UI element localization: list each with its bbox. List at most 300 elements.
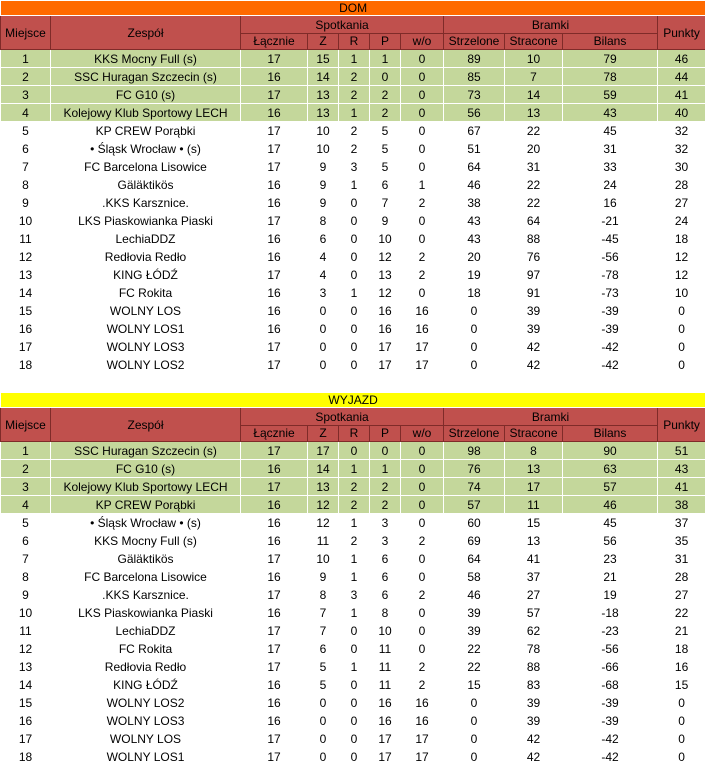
- cell-strzelone: 85: [444, 68, 505, 86]
- cell-zespol: KING ŁÓDŹ: [51, 266, 241, 284]
- cell-z: 11: [308, 532, 339, 550]
- cell-z: 0: [308, 730, 339, 748]
- cell-strzelone: 22: [444, 658, 505, 676]
- cell-lacznie: 16: [241, 248, 308, 266]
- cell-bilans: 63: [563, 460, 658, 478]
- cell-bilans: -45: [563, 230, 658, 248]
- subheader-cell: R: [339, 426, 370, 442]
- cell-bilans: -21: [563, 212, 658, 230]
- cell-bilans: 79: [563, 50, 658, 68]
- cell-miejsce: 14: [1, 284, 51, 302]
- cell-p: 8: [370, 604, 401, 622]
- cell-r: 1: [339, 104, 370, 122]
- cell-punkty: 0: [658, 748, 705, 766]
- table-title-row: [1, 1, 705, 16]
- cell-p: 5: [370, 140, 401, 158]
- table-row: [1, 68, 705, 86]
- cell-lacznie: 17: [241, 158, 308, 176]
- cell-stracone: 10: [505, 50, 563, 68]
- subheader-cell: Stracone: [505, 426, 563, 442]
- cell-lacznie: 16: [241, 284, 308, 302]
- table-row: [1, 658, 705, 676]
- cell-wo: 2: [401, 266, 444, 284]
- cell-punkty: 0: [658, 694, 705, 712]
- cell-bilans: 24: [563, 176, 658, 194]
- cell-strzelone: 0: [444, 712, 505, 730]
- cell-r: 0: [339, 356, 370, 374]
- cell-p: 0: [370, 442, 401, 460]
- table-title-row: [1, 393, 705, 408]
- cell-z: 8: [308, 586, 339, 604]
- cell-stracone: 39: [505, 712, 563, 730]
- table-row: [1, 622, 705, 640]
- cell-bilans: 43: [563, 104, 658, 122]
- cell-stracone: 39: [505, 320, 563, 338]
- subheader-cell: w/o: [401, 426, 444, 442]
- cell-lacznie: 17: [241, 730, 308, 748]
- cell-strzelone: 89: [444, 50, 505, 68]
- cell-wo: 16: [401, 694, 444, 712]
- cell-wo: 0: [401, 158, 444, 176]
- cell-punkty: 0: [658, 730, 705, 748]
- cell-bilans: -66: [563, 658, 658, 676]
- cell-zespol: LechiaDDZ: [51, 230, 241, 248]
- cell-miejsce: 1: [1, 50, 51, 68]
- cell-wo: 16: [401, 712, 444, 730]
- subheader-cell: Łącznie: [241, 34, 308, 50]
- table-row: [1, 338, 705, 356]
- cell-lacznie: 17: [241, 266, 308, 284]
- cell-strzelone: 39: [444, 604, 505, 622]
- cell-lacznie: 16: [241, 302, 308, 320]
- cell-p: 17: [370, 730, 401, 748]
- cell-lacznie: 17: [241, 586, 308, 604]
- cell-bilans: -42: [563, 356, 658, 374]
- cell-stracone: 91: [505, 284, 563, 302]
- cell-z: 3: [308, 284, 339, 302]
- cell-wo: 17: [401, 748, 444, 766]
- cell-strzelone: 0: [444, 320, 505, 338]
- cell-punkty: 32: [658, 122, 705, 140]
- cell-strzelone: 56: [444, 104, 505, 122]
- cell-z: 7: [308, 622, 339, 640]
- cell-stracone: 76: [505, 248, 563, 266]
- cell-zespol: WOLNY LOS3: [51, 712, 241, 730]
- cell-p: 16: [370, 694, 401, 712]
- cell-p: 6: [370, 550, 401, 568]
- cell-lacznie: 17: [241, 748, 308, 766]
- cell-stracone: 57: [505, 604, 563, 622]
- cell-wo: 16: [401, 302, 444, 320]
- cell-zespol: LKS Piaskowianka Piaski: [51, 212, 241, 230]
- cell-r: 1: [339, 50, 370, 68]
- cell-stracone: 14: [505, 86, 563, 104]
- cell-wo: 0: [401, 212, 444, 230]
- cell-r: 2: [339, 496, 370, 514]
- cell-wo: 2: [401, 194, 444, 212]
- cell-zespol: SSC Huragan Szczecin (s): [51, 68, 241, 86]
- cell-strzelone: 69: [444, 532, 505, 550]
- cell-z: 0: [308, 320, 339, 338]
- header-punkty: Punkty: [658, 16, 705, 50]
- cell-wo: 0: [401, 460, 444, 478]
- cell-z: 10: [308, 122, 339, 140]
- cell-z: 10: [308, 550, 339, 568]
- cell-z: 7: [308, 604, 339, 622]
- cell-wo: 0: [401, 622, 444, 640]
- table-row: [1, 748, 705, 766]
- cell-r: 1: [339, 460, 370, 478]
- cell-r: 0: [339, 266, 370, 284]
- cell-punkty: 18: [658, 230, 705, 248]
- cell-wo: 0: [401, 604, 444, 622]
- cell-miejsce: 2: [1, 68, 51, 86]
- cell-stracone: 27: [505, 586, 563, 604]
- header-bramki: Bramki: [444, 16, 658, 34]
- cell-punkty: 0: [658, 356, 705, 374]
- table-row: [1, 586, 705, 604]
- cell-punkty: 43: [658, 460, 705, 478]
- cell-stracone: 41: [505, 550, 563, 568]
- cell-zespol: .KKS Karsznice.: [51, 194, 241, 212]
- cell-stracone: 37: [505, 568, 563, 586]
- cell-miejsce: 18: [1, 356, 51, 374]
- cell-wo: 2: [401, 658, 444, 676]
- cell-p: 0: [370, 68, 401, 86]
- cell-p: 17: [370, 356, 401, 374]
- cell-stracone: 42: [505, 338, 563, 356]
- subheader-cell: Łącznie: [241, 426, 308, 442]
- cell-miejsce: 12: [1, 640, 51, 658]
- cell-miejsce: 11: [1, 230, 51, 248]
- cell-bilans: -78: [563, 266, 658, 284]
- cell-z: 9: [308, 176, 339, 194]
- cell-zespol: • Śląsk Wrocław • (s): [51, 140, 241, 158]
- cell-punkty: 18: [658, 640, 705, 658]
- cell-z: 9: [308, 194, 339, 212]
- subheader-cell: Stracone: [505, 34, 563, 50]
- cell-strzelone: 0: [444, 302, 505, 320]
- cell-zespol: Kolejowy Klub Sportowy LECH: [51, 478, 241, 496]
- cell-bilans: 57: [563, 478, 658, 496]
- table-row: [1, 460, 705, 478]
- cell-lacznie: 16: [241, 514, 308, 532]
- cell-punkty: 0: [658, 302, 705, 320]
- cell-strzelone: 60: [444, 514, 505, 532]
- cell-wo: 1: [401, 176, 444, 194]
- cell-bilans: -68: [563, 676, 658, 694]
- cell-strzelone: 64: [444, 550, 505, 568]
- cell-stracone: 22: [505, 122, 563, 140]
- wyjazd-table: [0, 392, 705, 766]
- cell-stracone: 78: [505, 640, 563, 658]
- cell-stracone: 83: [505, 676, 563, 694]
- subheader-cell: Z: [308, 426, 339, 442]
- cell-wo: 0: [401, 640, 444, 658]
- cell-z: 0: [308, 694, 339, 712]
- cell-strzelone: 18: [444, 284, 505, 302]
- cell-punkty: 44: [658, 68, 705, 86]
- cell-z: 14: [308, 460, 339, 478]
- cell-bilans: -23: [563, 622, 658, 640]
- cell-punkty: 37: [658, 514, 705, 532]
- cell-punkty: 40: [658, 104, 705, 122]
- cell-strzelone: 46: [444, 176, 505, 194]
- cell-strzelone: 19: [444, 266, 505, 284]
- table-row: [1, 320, 705, 338]
- cell-bilans: 56: [563, 532, 658, 550]
- cell-miejsce: 10: [1, 212, 51, 230]
- cell-zespol: FC G10 (s): [51, 460, 241, 478]
- cell-stracone: 13: [505, 460, 563, 478]
- cell-miejsce: 4: [1, 496, 51, 514]
- cell-miejsce: 5: [1, 122, 51, 140]
- cell-r: 0: [339, 622, 370, 640]
- cell-p: 16: [370, 320, 401, 338]
- cell-punkty: 41: [658, 86, 705, 104]
- table-row: [1, 532, 705, 550]
- cell-z: 13: [308, 86, 339, 104]
- cell-p: 11: [370, 640, 401, 658]
- cell-lacznie: 17: [241, 356, 308, 374]
- cell-strzelone: 46: [444, 586, 505, 604]
- cell-bilans: 78: [563, 68, 658, 86]
- cell-p: 13: [370, 266, 401, 284]
- cell-zespol: KP CREW Porąbki: [51, 496, 241, 514]
- cell-lacznie: 16: [241, 320, 308, 338]
- cell-bilans: -39: [563, 320, 658, 338]
- cell-wo: 2: [401, 248, 444, 266]
- cell-z: 14: [308, 68, 339, 86]
- table-spacer: [0, 374, 705, 392]
- cell-r: 2: [339, 532, 370, 550]
- cell-strzelone: 39: [444, 622, 505, 640]
- cell-miejsce: 4: [1, 104, 51, 122]
- header-spotkania: Spotkania: [241, 408, 444, 426]
- cell-bilans: 33: [563, 158, 658, 176]
- cell-stracone: 88: [505, 230, 563, 248]
- cell-bilans: 19: [563, 586, 658, 604]
- cell-stracone: 42: [505, 748, 563, 766]
- cell-miejsce: 8: [1, 568, 51, 586]
- cell-wo: 0: [401, 122, 444, 140]
- cell-z: 4: [308, 266, 339, 284]
- cell-lacznie: 17: [241, 658, 308, 676]
- cell-stracone: 13: [505, 104, 563, 122]
- cell-r: 0: [339, 748, 370, 766]
- cell-punkty: 27: [658, 194, 705, 212]
- cell-p: 10: [370, 622, 401, 640]
- cell-miejsce: 16: [1, 712, 51, 730]
- cell-bilans: -39: [563, 302, 658, 320]
- table-row: [1, 122, 705, 140]
- cell-lacznie: 16: [241, 712, 308, 730]
- cell-miejsce: 1: [1, 442, 51, 460]
- cell-p: 11: [370, 676, 401, 694]
- cell-punkty: 41: [658, 478, 705, 496]
- subheader-cell: Strzelone: [444, 34, 505, 50]
- cell-punkty: 27: [658, 586, 705, 604]
- cell-punkty: 0: [658, 712, 705, 730]
- cell-punkty: 28: [658, 568, 705, 586]
- cell-wo: 0: [401, 230, 444, 248]
- cell-bilans: -39: [563, 694, 658, 712]
- cell-miejsce: 9: [1, 586, 51, 604]
- cell-z: 12: [308, 496, 339, 514]
- cell-miejsce: 13: [1, 266, 51, 284]
- cell-lacznie: 17: [241, 212, 308, 230]
- cell-bilans: 59: [563, 86, 658, 104]
- cell-p: 11: [370, 658, 401, 676]
- cell-wo: 0: [401, 86, 444, 104]
- cell-wo: 2: [401, 676, 444, 694]
- cell-punkty: 35: [658, 532, 705, 550]
- cell-stracone: 64: [505, 212, 563, 230]
- cell-p: 3: [370, 532, 401, 550]
- header-zespol: Zespół: [51, 16, 241, 50]
- cell-r: 2: [339, 140, 370, 158]
- cell-p: 10: [370, 230, 401, 248]
- table-row: [1, 478, 705, 496]
- cell-stracone: 15: [505, 514, 563, 532]
- cell-strzelone: 0: [444, 730, 505, 748]
- cell-bilans: 46: [563, 496, 658, 514]
- cell-strzelone: 67: [444, 122, 505, 140]
- dom-table: [0, 0, 705, 374]
- cell-punkty: 0: [658, 320, 705, 338]
- cell-z: 8: [308, 212, 339, 230]
- cell-zespol: FC Rokita: [51, 640, 241, 658]
- cell-miejsce: 2: [1, 460, 51, 478]
- cell-p: 5: [370, 122, 401, 140]
- subheader-cell: w/o: [401, 34, 444, 50]
- cell-p: 7: [370, 194, 401, 212]
- cell-bilans: -42: [563, 338, 658, 356]
- cell-r: 0: [339, 442, 370, 460]
- cell-r: 1: [339, 658, 370, 676]
- cell-zespol: FC Rokita: [51, 284, 241, 302]
- header-miejsce: Miejsce: [1, 16, 51, 50]
- cell-p: 5: [370, 158, 401, 176]
- table-row: [1, 176, 705, 194]
- table-row: [1, 248, 705, 266]
- cell-r: 0: [339, 302, 370, 320]
- cell-strzelone: 20: [444, 248, 505, 266]
- table-row: [1, 442, 705, 460]
- table-row: [1, 50, 705, 68]
- cell-zespol: FC Barcelona Lisowice: [51, 568, 241, 586]
- cell-miejsce: 17: [1, 338, 51, 356]
- cell-r: 1: [339, 568, 370, 586]
- cell-punkty: 38: [658, 496, 705, 514]
- cell-z: 17: [308, 442, 339, 460]
- cell-lacznie: 17: [241, 640, 308, 658]
- cell-lacznie: 16: [241, 230, 308, 248]
- table-row: [1, 230, 705, 248]
- cell-lacznie: 16: [241, 460, 308, 478]
- cell-punkty: 24: [658, 212, 705, 230]
- cell-zespol: .KKS Karsznice.: [51, 586, 241, 604]
- cell-p: 17: [370, 748, 401, 766]
- cell-punkty: 30: [658, 158, 705, 176]
- cell-miejsce: 9: [1, 194, 51, 212]
- cell-p: 3: [370, 514, 401, 532]
- cell-lacznie: 17: [241, 622, 308, 640]
- table-row: [1, 514, 705, 532]
- cell-zespol: LKS Piaskowianka Piaski: [51, 604, 241, 622]
- cell-zespol: KKS Mocny Full (s): [51, 532, 241, 550]
- cell-p: 2: [370, 104, 401, 122]
- cell-lacznie: 17: [241, 550, 308, 568]
- cell-strzelone: 0: [444, 356, 505, 374]
- cell-stracone: 22: [505, 176, 563, 194]
- cell-stracone: 22: [505, 194, 563, 212]
- cell-wo: 17: [401, 338, 444, 356]
- table-row: [1, 730, 705, 748]
- table-title: WYJAZD: [1, 393, 705, 408]
- cell-p: 6: [370, 586, 401, 604]
- cell-zespol: LechiaDDZ: [51, 622, 241, 640]
- cell-zespol: Gäläktikös: [51, 550, 241, 568]
- cell-bilans: 21: [563, 568, 658, 586]
- cell-r: 2: [339, 86, 370, 104]
- cell-p: 9: [370, 212, 401, 230]
- cell-r: 0: [339, 712, 370, 730]
- cell-z: 12: [308, 514, 339, 532]
- cell-miejsce: 12: [1, 248, 51, 266]
- table-title: DOM: [1, 1, 705, 16]
- header-row: [1, 16, 705, 34]
- table-row: [1, 86, 705, 104]
- cell-lacznie: 17: [241, 338, 308, 356]
- cell-miejsce: 11: [1, 622, 51, 640]
- cell-punkty: 12: [658, 266, 705, 284]
- cell-miejsce: 3: [1, 478, 51, 496]
- cell-r: 2: [339, 122, 370, 140]
- cell-punkty: 28: [658, 176, 705, 194]
- table-row: [1, 568, 705, 586]
- cell-lacznie: 16: [241, 568, 308, 586]
- cell-miejsce: 7: [1, 158, 51, 176]
- cell-r: 3: [339, 586, 370, 604]
- cell-strzelone: 38: [444, 194, 505, 212]
- cell-lacznie: 17: [241, 122, 308, 140]
- cell-miejsce: 14: [1, 676, 51, 694]
- table-row: [1, 550, 705, 568]
- cell-punkty: 15: [658, 676, 705, 694]
- cell-stracone: 20: [505, 140, 563, 158]
- cell-lacznie: 16: [241, 532, 308, 550]
- cell-p: 17: [370, 338, 401, 356]
- cell-bilans: -73: [563, 284, 658, 302]
- subheader-cell: R: [339, 34, 370, 50]
- cell-lacznie: 16: [241, 496, 308, 514]
- cell-strzelone: 64: [444, 158, 505, 176]
- cell-r: 1: [339, 550, 370, 568]
- header-zespol: Zespół: [51, 408, 241, 442]
- header-bramki: Bramki: [444, 408, 658, 426]
- cell-r: 0: [339, 320, 370, 338]
- cell-stracone: 88: [505, 658, 563, 676]
- cell-z: 10: [308, 140, 339, 158]
- cell-zespol: WOLNY LOS1: [51, 748, 241, 766]
- cell-lacznie: 16: [241, 68, 308, 86]
- cell-wo: 17: [401, 356, 444, 374]
- cell-bilans: 90: [563, 442, 658, 460]
- table-row: [1, 140, 705, 158]
- table-row: [1, 604, 705, 622]
- cell-r: 0: [339, 676, 370, 694]
